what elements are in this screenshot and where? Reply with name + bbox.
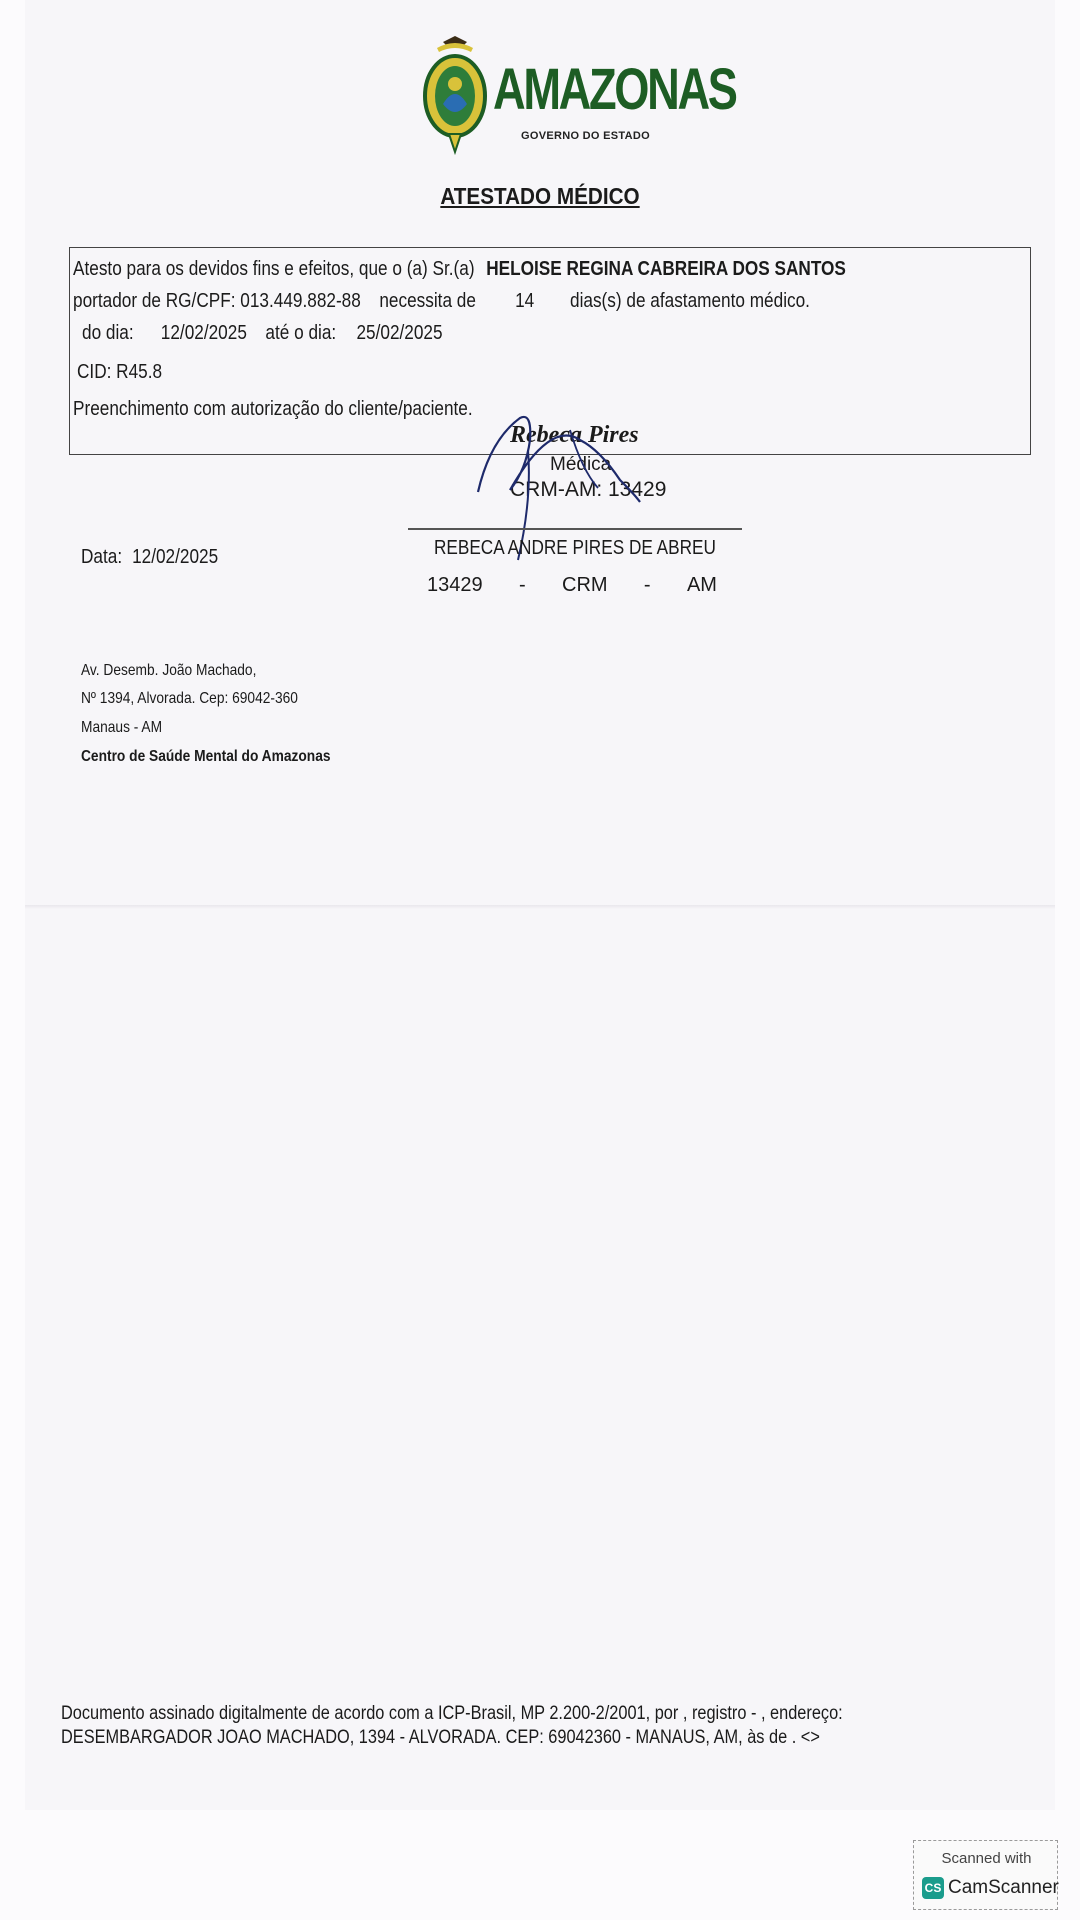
signature-date (81, 546, 218, 569)
crm-number: 13429 (427, 574, 483, 596)
logo-subtitle: GOVERNO DO ESTADO (521, 130, 650, 142)
camscanner-badge (913, 1840, 1058, 1910)
days-suffix: dias(s) de afastamento médico. (569, 290, 810, 312)
from-label: do dia: (82, 322, 134, 344)
document-title: ATESTADO MÉDICO (440, 183, 640, 209)
signature-line (408, 528, 742, 530)
address-line-1: Av. Desemb. João Machado, (81, 662, 257, 679)
days-count: 14 (515, 290, 535, 312)
date-value: 12/02/2025 (132, 546, 219, 568)
coat-of-arms-icon (415, 34, 495, 159)
from-date: 12/02/2025 (160, 322, 247, 344)
crm-label: CRM (562, 574, 608, 596)
camscanner-icon: CS (922, 1877, 944, 1899)
crm-state: AM (686, 574, 717, 596)
certificate-line-3 (82, 322, 443, 345)
address-line-2: Nº 1394, Alvorada. Cep: 69042-360 (81, 690, 298, 707)
needs-label: necessita de (379, 290, 476, 312)
document-id: 013.449.882-88 (240, 290, 361, 312)
to-date: 25/02/2025 (356, 322, 443, 344)
date-label: Data: (81, 546, 123, 568)
line2-prefix: portador de RG/CPF: (73, 290, 236, 312)
to-label: até o dia: (265, 322, 337, 344)
crm-separator-1: - (518, 574, 526, 596)
doctor-name-text: REBECA ANDRE PIRES DE ABREU (433, 537, 716, 559)
institution-name: Centro de Saúde Mental do Amazonas (81, 748, 331, 765)
certificate-line-1 (73, 258, 846, 281)
state-logo (415, 34, 736, 159)
cid-code: CID: R45.8 (77, 361, 163, 383)
logo-title: AMAZONAS (493, 57, 736, 122)
stamp-role: Médica (550, 454, 612, 475)
camscanner-name: CamScanner (948, 1877, 1059, 1898)
scanned-with-label: Scanned with (941, 1850, 1032, 1867)
authorization-note: Preenchimento com autorização do cliente/paciente. (73, 398, 473, 420)
stamp-name: Rebeca Pires (510, 422, 639, 448)
crm-row (427, 574, 717, 597)
line1-prefix: Atesto para os devidos fins e efeitos, que o (a) Sr.(a) (73, 258, 475, 280)
stamp-crm: CRM-AM: 13429 (510, 478, 667, 501)
footer-line-1: Documento assinado digitalmente de acordo com a ICP-Brasil, MP 2.200-2/2001, por , registro - , endereço: (61, 1703, 843, 1724)
crm-separator-2: - (643, 574, 651, 596)
footer-line-2: DESEMBARGADOR JOAO MACHADO, 1394 - ALVORADA. CEP: 69042360 - MANAUS, AM, às de . <> (61, 1727, 820, 1748)
certificate-line-2 (73, 290, 810, 313)
paper-fold (25, 905, 1055, 909)
patient-name: HELOISE REGINA CABREIRA DOS SANTOS (486, 258, 846, 280)
doctor-name (408, 537, 742, 560)
address-line-3: Manaus - AM (81, 719, 163, 736)
